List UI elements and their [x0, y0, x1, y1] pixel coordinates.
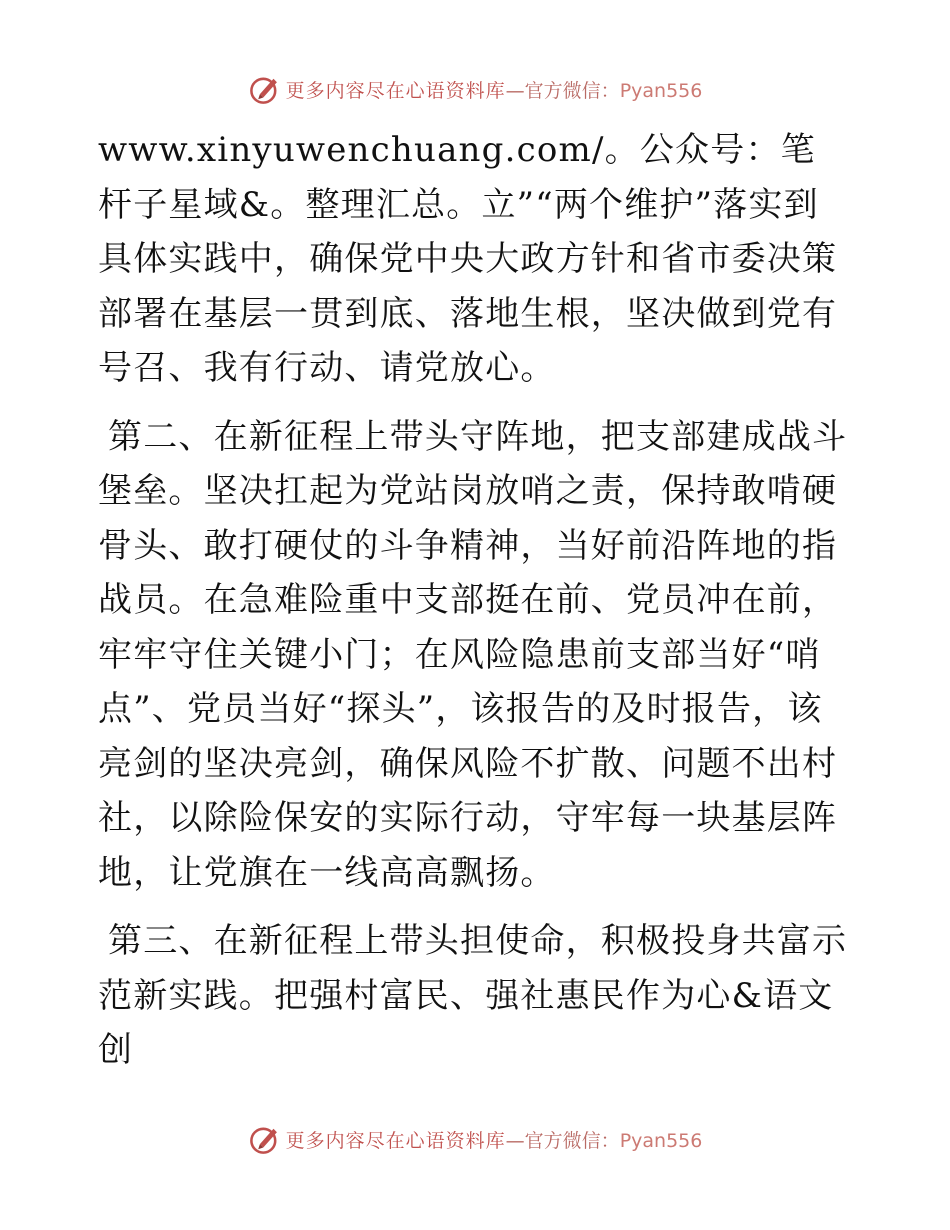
header-wechat-id: Pyan556 [619, 79, 703, 102]
header-watermark [0, 72, 950, 106]
pen-logo-icon [248, 1122, 282, 1156]
footer-watermark-text [286, 1126, 703, 1153]
footer-wechat-id: Pyan556 [619, 1129, 703, 1152]
document-body [98, 123, 850, 1078]
header-watermark-text [286, 76, 703, 103]
footer-wechat-label: 官方微信： [524, 1129, 620, 1152]
header-brand: 更多内容尽在心语资料库 [285, 79, 506, 102]
footer-separator: — [505, 1129, 525, 1152]
header-wechat-label: 官方微信： [524, 79, 620, 102]
pen-logo-icon [248, 72, 282, 106]
footer-brand: 更多内容尽在心语资料库 [285, 1129, 506, 1152]
paragraph-1: www.xinyuwenchuang.com/。公众号：笔杆子星域&。整理汇总。立”“两个维护”落实到具体实践中，确保党中央大政方针和省市委决策部署在基层一贯到底、落地生根，坚决做到党有号召、我有行动、请党放心。 [98, 130, 838, 388]
footer-watermark [0, 1122, 950, 1156]
paragraph-2: 第二、在新征程上带头守阵地，把支部建成战斗堡垒。坚决扛起为党站岗放哨之责，保持敢啃硬骨头、敢打硬仗的斗争精神，当好前沿阵地的指战员。在急难险重中支部挺在前、党员冲在前，牢牢守住关键小门；在风险隐患前支部当好“哨点”、党员当好“探头”，该报告的及时报告，该亮剑的坚决亮剑，确保风险不扩散、问题不出村社，以除险保安的实际行动，守牢每一块基层阵地，让党旗在一线高高飘扬。 [98, 416, 848, 893]
paragraph-3: 第三、在新征程上带头担使命，积极投身共富示范新实践。把强村富民、强社惠民作为心&语文创 [98, 921, 848, 1070]
header-separator: — [505, 79, 525, 102]
